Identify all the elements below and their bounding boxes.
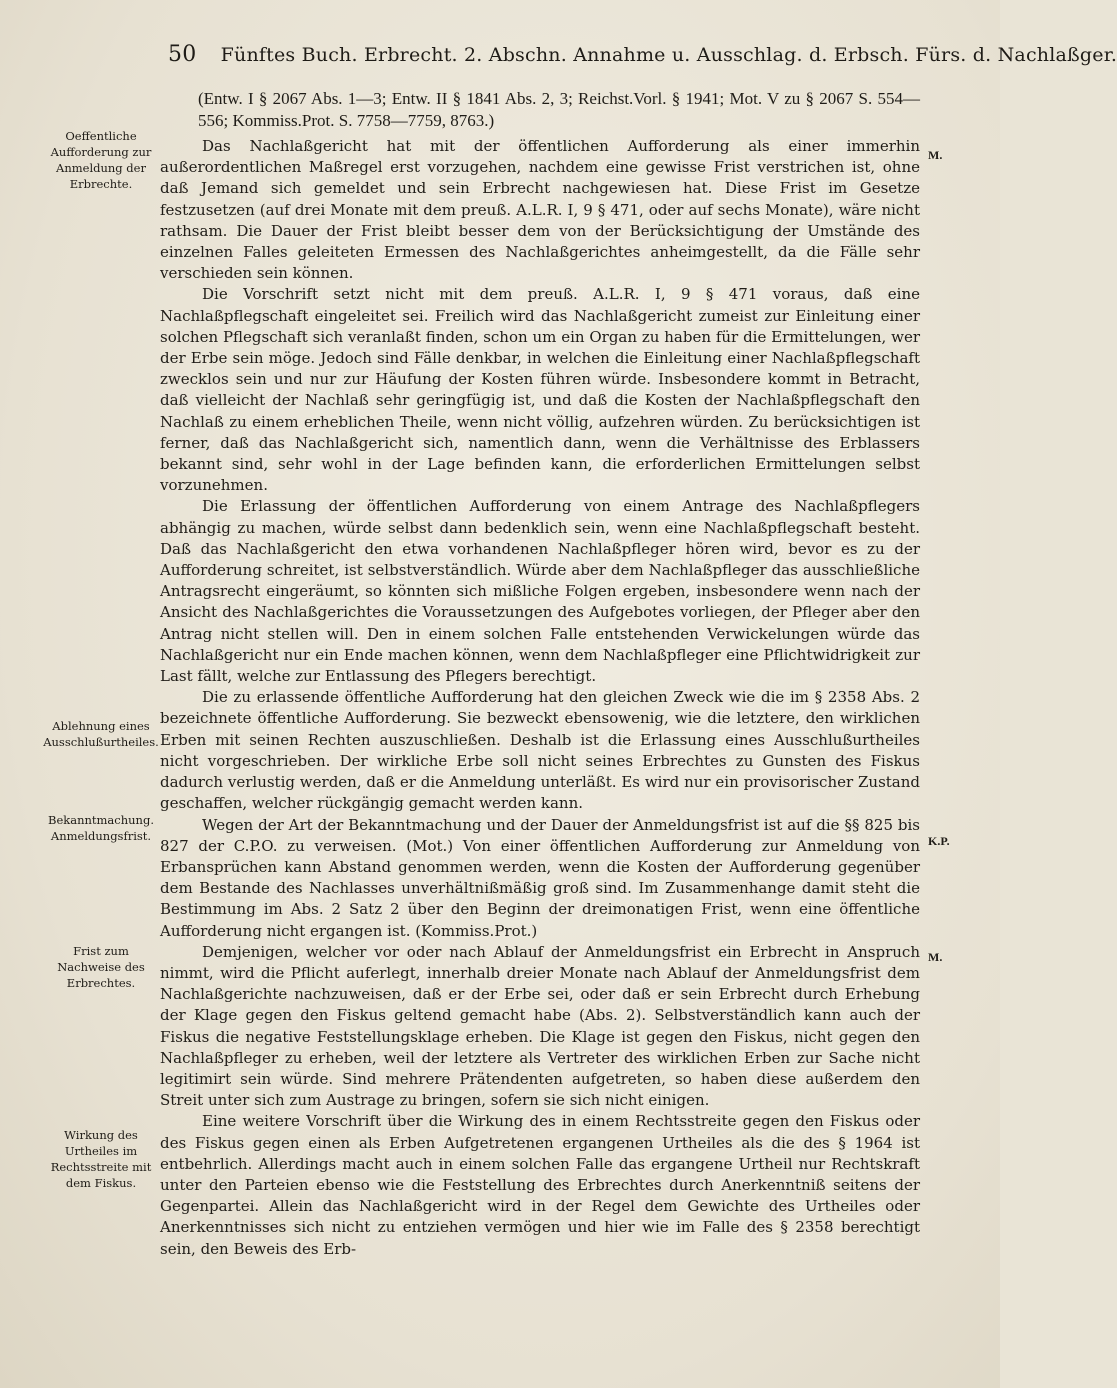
paragraph: Eine weitere Vorschrift über die Wirkung des in einem Rechtsstreite gegen den Fiskus oder des Fiskus gegen einen als Erben Aufgetretenen ergangenen Urtheiles als die des § 1964 ist entbehrlich. Allerdings macht auch in einem solchen Falle das ergangene Urtheil nur Rechtskraft unter den Parteien ebenso wie die Feststellung des Erbrechtes durch Anerkenntniß seitens der Gegenpartei. Allein das Nachlaßgericht wird in der Regel dem Gewichte des Urtheiles oder Anerkenntnisses sich nicht zu entziehen vermögen und hier wie im Falle des § 2358 berechtigt sein, den Beweis des Erb- [160,1112,920,1258]
marginal-note-public-summons: Oeffentliche Aufforderung zur Anmeldung der Erbrechte. [50,129,152,191]
source-mark-commission-protocol: K.P. [928,834,950,848]
source-mark-motive: M. [928,148,943,162]
paragraph: Die zu erlassende öffentliche Aufforderung hat den gleichen Zweck wie die im § 2358 Abs. 2 bezeichnete öffentliche Aufforderung. Sie bezweckt ebensowenig, wie die letztere, den wirklichen Erben mit seinen Rechten auszuschließen. Deshalb ist die Erlassung eines Ausschlußurtheiles nicht vorgeschrieben. Der wirkliche Erbe soll nicht seines Erbrechtes zu Gunsten des Fiskus dadurch verlustig werden, daß er die Anmeldung unterläßt. Es wird nur ein provisorischer Zustand geschaffen, welcher rückgängig gemacht werden kann. [160,688,920,813]
paragraph: Wegen der Art der Bekanntmachung und der Dauer der Anmeldungsfrist ist auf die §§ 825 bis 827 der C.P.O. zu verweisen. (Mot.) Von einer öffentlichen Aufforderung zur Anmeldung von Erbansprüchen kann Abstand genommen werden, wenn die Kosten der Aufforderung gegenüber dem Bestande des Nachlasses unverhältnißmäßig groß sind. Im Zusammenhange damit steht die Bestimmung im Abs. 2 Satz 2 über den Beginn der dreimonatigen Frist, wenn eine öffentliche Aufforderung nicht ergangen ist. (Kommiss.Prot.) [160,815,920,940]
paragraph: Die Vorschrift setzt nicht mit dem preuß. A.L.R. I, 9 § 471 voraus, daß eine Nachlaßpflegschaft eingeleitet sei. Freilich wird das Nachlaßgericht zumeist zur Einleitung einer solchen Pflegschaft sich veranlaßt finden, schon um ein Organ zu haben für die Ermittelungen, wer der Erbe sein möge. Jedoch sind Fälle denkbar, in welchen die Einleitung einer Nachlaßpflegschaft zwecklos sein und nur zur Häufung der Kosten führen würde. Insbesondere kommt in Betracht, daß vielleicht der Nachlaß sehr geringfügig ist, und daß die Kosten der Nachlaßpflegschaft den Nachlaß zu einem erheblichen Theile, wenn nicht völlig, aufzehren würden. Zu berücksichtigen ist ferner, daß das Nachlaßgericht sich, namentlich dann, wenn die Verhältnisse des Erblassers bekannt sind, sehr wohl in der Lage befinden kann, die erforderlichen Ermittelungen selbst vorzunehmen. [160,285,920,495]
paragraph: Die Erlassung der öffentlichen Aufforderung von einem Antrage des Nachlaßpflegers abhängig zu machen, würde selbst dann bedenklich sein, wenn eine Nachlaßpflegschaft besteht. Daß das Nachlaßgericht den etwa vorhandenen Nachlaßpfleger hören wird, bevor es zu der Aufforderung schreitet, ist selbstverständlich. Würde aber dem Nachlaßpfleger das ausschließliche Antragsrecht eingeräumt, so könnten sich mißliche Folgen ergeben, insbesondere wenn nach der Ansicht des Nachlaßgerichtes die Voraussetzungen des Aufgebotes vorliegen, der Pfleger aber den Antrag nicht stellen will. Den in einem solchen Falle entstehenden Verwickelungen würde das Nachlaßgericht nur ein Ende machen können, wenn dem Nachlaßpfleger eine Pflichtwidrigkeit zur Last fällt, welche zur Entlassung des Pflegers berechtigt. [160,497,920,686]
running-title: Fünftes Buch. Erbrecht. 2. Abschn. Annahme u. Ausschlag. d. Erbsch. Fürs. d. Nachlaßger. [220,44,1117,66]
marginal-note-no-exclusion-judgment: Ablehnung eines Ausschlußurtheiles. [43,719,159,749]
paragraph: Demjenigen, welcher vor oder nach Ablauf der Anmeldungsfrist ein Erbrecht in Anspruch nimmt, wird die Pflicht auferlegt, innerhalb dreier Monate nach Ablauf der Anmeldungsfrist dem Nachlaßgerichte nachzuweisen, daß er der Erbe sei, oder daß er sein Erbrecht durch Erhebung der Klage gegen den Fiskus geltend gemacht habe (Abs. 2). Selbstverständlich kann auch der Fiskus die negative Feststellungsklage erheben. Die Klage ist gegen den Fiskus, nicht gegen den Nachlaßpfleger zu erheben, weil der letztere als Vertreter des wirklichen Erben zur Sache nicht legitimirt sein würde. Sind mehrere Prätendenten aufgetreten, so haben diese außerdem den Streit unter sich zum Austrage zu bringen, sofern sie sich nicht einigen. [160,942,920,1110]
running-header [168,42,1117,76]
page-number: 50 [168,42,197,67]
marginal-note-announcement-deadline: Bekanntmachung. Anmeldungsfrist. [48,813,154,843]
paragraph: Das Nachlaßgericht hat mit der öffentlichen Aufforderung als einer immerhin außerordentlichen Maßregel erst vorzugehen, nachdem eine gewisse Frist verstrichen ist, ohne daß Jemand sich gemeldet und sein Erbrecht nachgewiesen hat. Diese Frist im Gesetze festzusetzen (auf drei Monate mit dem preuß. A.L.R. I, 9 § 471, oder auf sechs Monate), wäre nicht rathsam. Die Dauer der Frist bleibt besser dem von der Berücksichtigung der Umstände des einzelnen Falles geleiteten Ermessen des Nachlaßgerichtes anheimgestellt, da die Fälle sehr verschieden sein können. [160,137,920,283]
legislative-reference: (Entw. I § 2067 Abs. 1—3; Entw. II § 1841 Abs. 2, 3; Reichst.Vorl. § 1941; Mot. V zu § 2067 S. 554—556; Kommiss.Prot. S. 7758—7759, 8763.) [198,89,920,130]
marginal-note-judgment-effect: Wirkung des Urtheiles im Rechtsstreite mit dem Fiskus. [50,1128,152,1190]
main-text [160,88,920,1260]
source-mark-motive: M. [928,950,943,964]
marginal-note-proof-deadline: Frist zum Nachweise des Erbrechtes. [57,944,145,990]
